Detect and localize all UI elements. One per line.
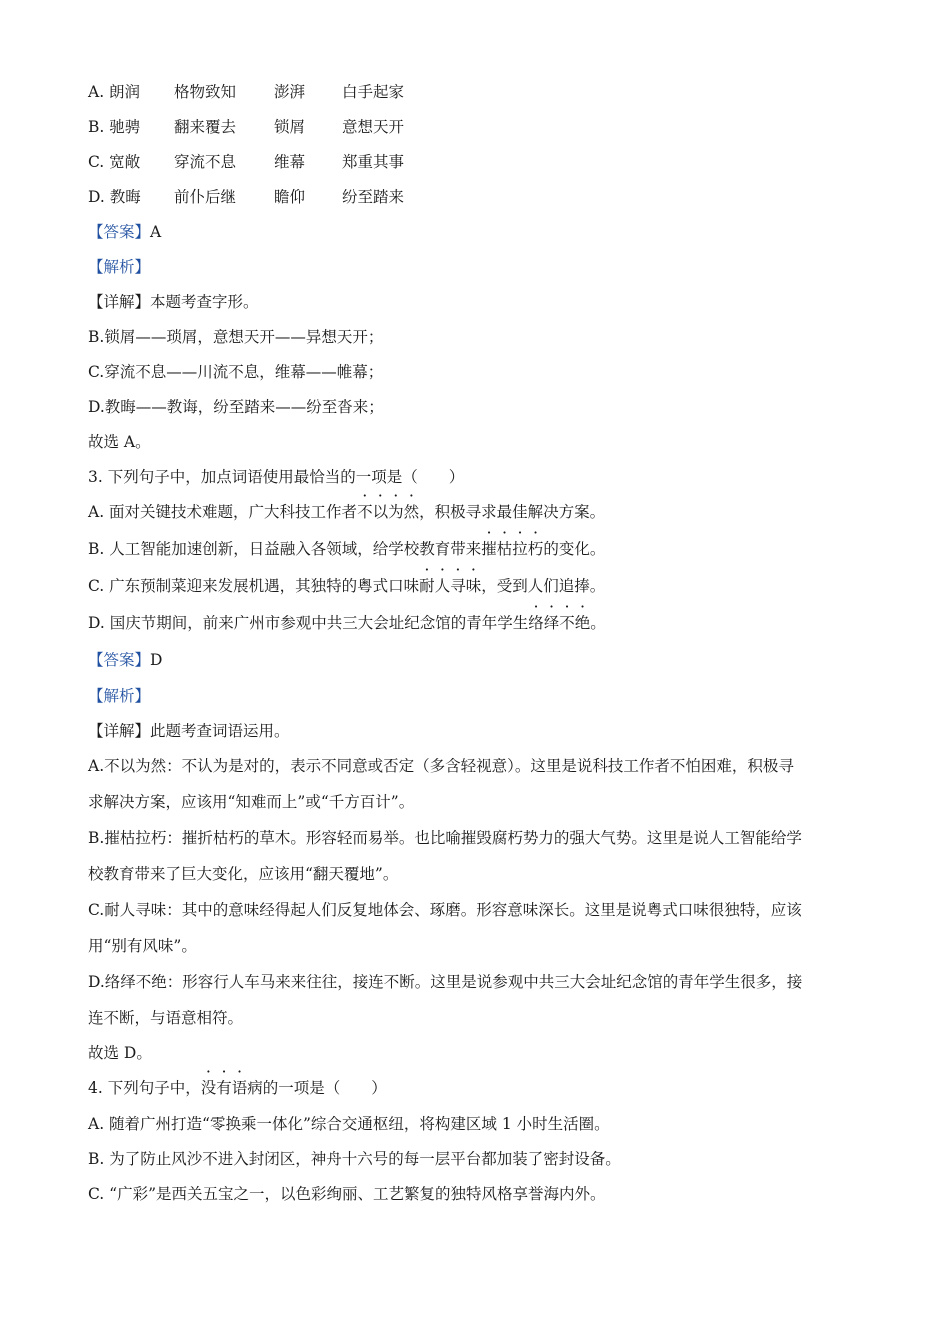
option-word: 前仆后继 (174, 188, 237, 206)
detail-text: 本题考查字形。 (150, 293, 259, 311)
q4-option-a: A. 随着广州打造“零换乘一体化”综合交通枢纽，将构建区域 1 小时生活圈。 (88, 1115, 610, 1133)
q2-detail (88, 291, 259, 313)
q3-detail (88, 720, 290, 742)
emphasis-char: 绎 (543, 614, 560, 632)
option-text: B. 人工智能加速创新，日益融入各领域，给学校教育带来 (88, 540, 482, 558)
option-text: ，受到人们追捧。 (481, 577, 606, 595)
dotted-word (419, 577, 481, 595)
q3-explanation-line: 连不断，与语意相符。 (88, 1009, 244, 1027)
q3-explanation-line: 求解决方案，应该用“知难而上”或“千方百计”。 (88, 793, 415, 811)
emphasis-char: 枯 (496, 540, 513, 558)
emphasis-char: 以 (372, 503, 389, 521)
emphasis-char: 寻 (450, 577, 466, 595)
emphasis-char: 络 (528, 614, 544, 632)
option-word: 瞻仰 (274, 188, 306, 206)
q2-analysis-tag: 【解析】 (88, 258, 151, 276)
emphasis-char: 有 (216, 1079, 232, 1097)
answer-tag: 【答案】 (88, 651, 151, 669)
emphasis-char: 不 (559, 614, 575, 632)
dotted-word (201, 1079, 248, 1097)
q3-explanation-line: D.络绎不绝：形容行人车马来来往往，接连不断。这里是说参观中共三大会址纪念馆的青年学生很多，接 (88, 973, 803, 991)
option-text: A. 面对关键技术难题，广大科技工作者 (88, 503, 358, 521)
q2-explanation-line: C.穿流不息——川流不息，维幕——帷幕； (88, 363, 384, 381)
answer-value: D (150, 651, 163, 669)
option-word: 纷至踏来 (342, 188, 405, 206)
option-word: B. 驰骋 (88, 118, 141, 136)
q3-option-d (88, 612, 606, 634)
emphasis-char: 然 (403, 503, 420, 521)
q2-option-c (88, 151, 404, 173)
q4-stem (88, 1077, 387, 1099)
option-word: 格物致知 (174, 83, 237, 101)
emphasis-char: 没 (200, 1079, 217, 1097)
q3-explanation-line: C.耐人寻味：其中的意味经得起人们反复地体会、琢磨。形容意味深长。这里是说粤式口味很独特，应该 (88, 901, 802, 919)
detail-tag: 【详解】 (88, 293, 151, 311)
q3-explanation-line: 用“别有风味”。 (88, 937, 197, 955)
dotted-word (528, 614, 590, 632)
emphasis-char: 为 (388, 503, 404, 521)
option-word: 白手起家 (342, 83, 405, 101)
emphasis-char: 绝 (574, 614, 591, 632)
q4-option-b: B. 为了防止风沙不进入封闭区，神舟十六号的每一层平台都加装了密封设备。 (88, 1150, 621, 1168)
emphasis-char: 人 (434, 577, 451, 595)
q3-conclusion: 故选 D。 (88, 1044, 152, 1062)
option-word: 锁屑 (274, 118, 306, 136)
q3-explanation-line: A.不以为然：不认为是对的，表示不同意或否定（多含轻视意）。这里是说科技工作者不怕困难，积极寻 (88, 757, 794, 775)
detail-text: 此题考查词语运用。 (150, 722, 290, 740)
q2-conclusion: 故选 A。 (88, 433, 151, 451)
emphasis-char: 耐 (419, 577, 435, 595)
q3-option-a (88, 501, 605, 523)
q2-option-d (88, 186, 404, 208)
q3-analysis-tag: 【解析】 (88, 687, 151, 705)
q2-answer (88, 221, 161, 243)
q3-option-c (88, 575, 605, 597)
stem-text: 4. 下列句子中， (88, 1079, 201, 1097)
emphasis-char: 语 (231, 1079, 248, 1097)
q2-explanation-line: B.锁屑——琐屑，意想天开——异想天开； (88, 328, 384, 346)
option-text: 。 (590, 614, 606, 632)
dotted-word (357, 503, 419, 521)
q3-explanation-line: 校教育带来了巨大变化，应该用“翻天覆地”。 (88, 865, 399, 883)
option-word: C. 宽敞 (88, 153, 141, 171)
emphasis-char: 拉 (512, 540, 528, 558)
option-word: 穿流不息 (174, 153, 237, 171)
option-text: 的变化。 (543, 540, 606, 558)
option-word: 翻来覆去 (174, 118, 237, 136)
dotted-word (481, 540, 543, 558)
q3-stem: 3. 下列句子中，加点词语使用最恰当的一项是（ ） (88, 468, 465, 486)
option-text: D. 国庆节期间，前来广州市参观中共三大会址纪念馆的青年学生 (88, 614, 529, 632)
option-text: ，积极寻求最佳解决方案。 (419, 503, 606, 521)
emphasis-char: 朽 (527, 540, 544, 558)
option-word: A. 朗润 (88, 83, 141, 101)
stem-text: 病的一项是（ ） (247, 1079, 387, 1097)
answer-tag: 【答案】 (88, 223, 151, 241)
q2-explanation-line: D.教晦——教诲，纷至踏来——纷至沓来； (88, 398, 384, 416)
option-word: 澎湃 (274, 83, 306, 101)
q3-option-b (88, 538, 605, 560)
detail-tag: 【详解】 (88, 722, 151, 740)
emphasis-char: 味 (465, 577, 482, 595)
option-text: C. 广东预制菜迎来发展机遇，其独特的粤式口味 (88, 577, 420, 595)
option-word: 意想天开 (342, 118, 405, 136)
option-word: D. 教晦 (88, 188, 141, 206)
q2-option-a (88, 81, 404, 103)
option-word: 维幕 (274, 153, 306, 171)
answer-value: A (150, 223, 162, 241)
q3-answer (88, 649, 162, 671)
emphasis-char: 摧 (481, 540, 497, 558)
q2-option-b (88, 116, 404, 138)
option-word: 郑重其事 (342, 153, 405, 171)
q3-explanation-line: B.摧枯拉朽：摧折枯朽的草木。形容轻而易举。也比喻摧毁腐朽势力的强大气势。这里是说人工智能给学 (88, 829, 802, 847)
emphasis-char: 不 (357, 503, 373, 521)
q4-option-c: C. “广彩”是西关五宝之一，以色彩绚丽、工艺繁复的独特风格享誉海内外。 (88, 1185, 606, 1203)
